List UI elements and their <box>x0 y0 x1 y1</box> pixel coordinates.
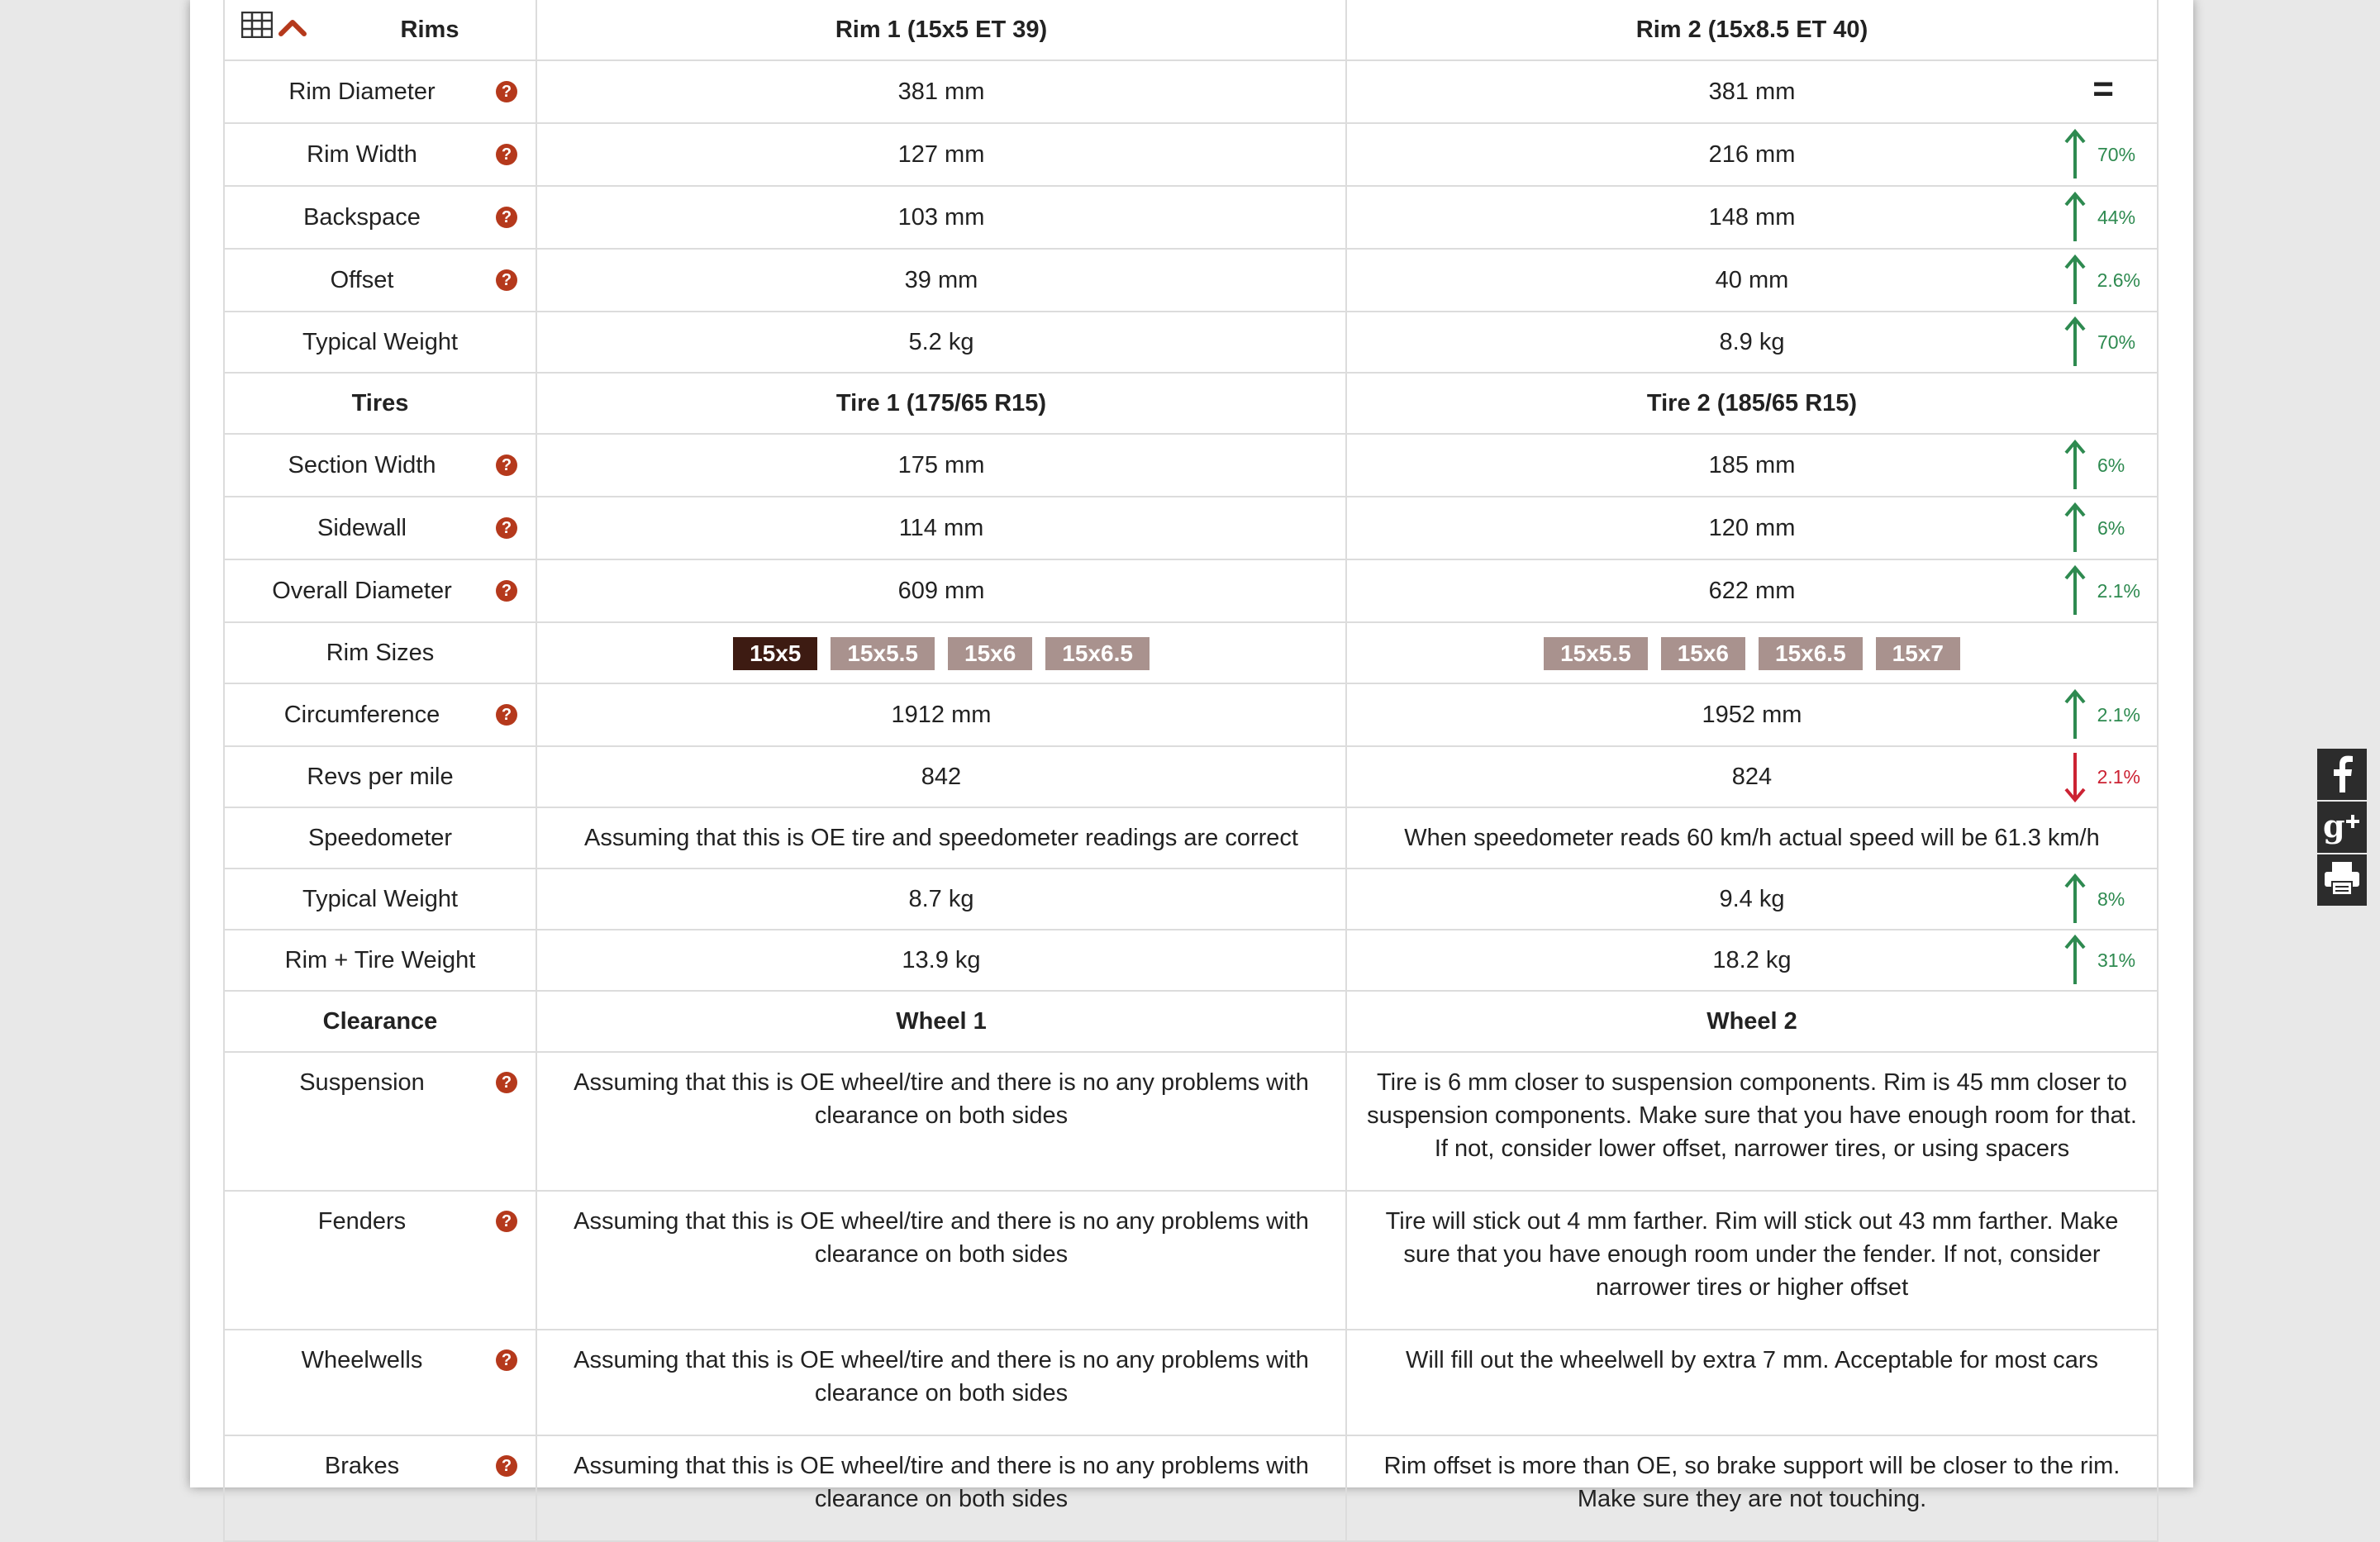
rim-sizes-row <box>224 622 2158 683</box>
row-label: Overall Diameter <box>272 578 452 604</box>
arrow-up-icon <box>2064 129 2086 180</box>
section-title-clearance: Clearance <box>224 991 536 1052</box>
comparison-indicator <box>2064 502 2140 554</box>
clearance-header-row <box>224 991 2158 1052</box>
print-button[interactable] <box>2317 854 2367 906</box>
table-row <box>224 807 2158 869</box>
arrow-up-icon <box>2064 689 2086 740</box>
rim-size-tag[interactable]: 15x6.5 <box>1759 637 1863 670</box>
row-label: Rim Width <box>307 141 417 168</box>
percent-change: 2.1% <box>2097 766 2140 788</box>
rim-size-tag[interactable]: 15x5 <box>733 637 817 670</box>
rims-header-row <box>224 0 2158 60</box>
comparison-indicator <box>2064 873 2140 926</box>
google-plus-icon <box>2321 806 2363 850</box>
percent-change: 2.1% <box>2097 580 2140 602</box>
percent-change: 70% <box>2097 331 2136 353</box>
tire-1-header: Tire 1 (175/65 R15) <box>536 373 1346 434</box>
arrow-up-icon <box>2064 316 2086 368</box>
comparison-indicator <box>2064 934 2140 987</box>
comparison-indicator <box>2064 688 2140 741</box>
table-row <box>224 249 2158 312</box>
comparison-indicator <box>2064 254 2140 307</box>
row-label: Rim Sizes <box>224 622 536 683</box>
rim-size-tag[interactable]: 15x6 <box>1661 637 1745 670</box>
table-row <box>224 434 2158 497</box>
value-2: 8.9 kg <box>1719 329 1785 355</box>
row-label: Brakes <box>324 1453 400 1479</box>
table-row <box>224 123 2158 186</box>
table-row <box>224 497 2158 559</box>
rim-size-tag[interactable]: 15x7 <box>1876 637 1960 670</box>
help-icon[interactable]: ? <box>496 1349 517 1371</box>
value-2: 9.4 kg <box>1719 886 1785 912</box>
value-1: 381 mm <box>536 60 1346 123</box>
table-row <box>224 1435 2158 1541</box>
facebook-icon <box>2325 753 2359 797</box>
percent-change: 6% <box>2097 517 2125 539</box>
value-2: Tire will stick out 4 mm farther. Rim will stick out 43 mm farther. Make sure that you have enough room under the fender. If not, consider narrower tires or higher offset <box>1346 1191 2158 1330</box>
section-title-rims: Rims <box>400 17 459 43</box>
table-row <box>224 1052 2158 1191</box>
help-icon[interactable]: ? <box>496 269 517 291</box>
help-icon[interactable]: ? <box>496 207 517 228</box>
percent-change: 6% <box>2097 455 2125 476</box>
value-2: 120 mm <box>1708 515 1796 541</box>
rim-size-tag[interactable]: 15x6 <box>948 637 1032 670</box>
rim-sizes-tire-2 <box>1346 622 2158 683</box>
arrow-up-icon <box>2064 935 2086 986</box>
value-1: Assuming that this is OE tire and speedometer readings are correct <box>536 807 1346 869</box>
print-icon <box>2323 860 2361 901</box>
tire-2-header: Tire 2 (185/65 R15) <box>1346 373 2158 434</box>
value-2: 18.2 kg <box>1712 947 1792 973</box>
help-icon[interactable]: ? <box>496 1211 517 1232</box>
value-1: 103 mm <box>536 186 1346 249</box>
value-2: 381 mm <box>1708 79 1796 105</box>
value-2: 622 mm <box>1708 578 1796 604</box>
value-1: 1912 mm <box>536 683 1346 746</box>
help-icon[interactable]: ? <box>496 144 517 165</box>
rim-2-header: Rim 2 (15x8.5 ET 40) <box>1346 0 2158 60</box>
comparison-indicator <box>2064 564 2140 617</box>
row-label: Typical Weight <box>224 312 536 373</box>
arrow-up-icon <box>2064 192 2086 243</box>
tires-header-row <box>224 373 2158 434</box>
rim-size-tag[interactable]: 15x5.5 <box>831 637 935 670</box>
value-1: Assuming that this is OE wheel/tire and there is no any problems with clearance on both sides <box>536 1191 1346 1330</box>
value-1: 5.2 kg <box>536 312 1346 373</box>
comparison-table <box>223 0 2159 1542</box>
row-label: Wheelwells <box>301 1347 423 1373</box>
value-1: 13.9 kg <box>536 930 1346 991</box>
value-1: Assuming that this is OE wheel/tire and there is no any problems with clearance on both sides <box>536 1052 1346 1191</box>
table-row <box>224 1330 2158 1435</box>
percent-change: 2.6% <box>2097 269 2140 291</box>
chevron-up-icon[interactable] <box>278 13 307 46</box>
value-2: Tire is 6 mm closer to suspension components. Rim is 45 mm closer to suspension components. Make sure that you have enough room for that. If not, consider lower offset, narrower tires, or using spacers <box>1346 1052 2158 1191</box>
value-2: 824 <box>1731 764 1773 790</box>
arrow-up-icon <box>2064 502 2086 554</box>
row-label: Fenders <box>317 1208 407 1235</box>
value-1: 39 mm <box>536 249 1346 312</box>
arrow-down-icon <box>2064 751 2086 802</box>
percent-change: 2.1% <box>2097 704 2140 726</box>
row-label: Suspension <box>299 1069 425 1096</box>
row-label: Typical Weight <box>224 869 536 930</box>
arrow-up-icon <box>2064 873 2086 925</box>
row-label: Backspace <box>303 204 421 231</box>
table-row <box>224 186 2158 249</box>
value-1: Assuming that this is OE wheel/tire and there is no any problems with clearance on both sides <box>536 1435 1346 1541</box>
value-1: 175 mm <box>536 434 1346 497</box>
value-2: 148 mm <box>1708 204 1796 231</box>
facebook-button[interactable] <box>2317 749 2367 800</box>
value-2: 216 mm <box>1708 141 1796 168</box>
comparison-indicator <box>2064 750 2140 803</box>
value-2: Will fill out the wheelwell by extra 7 mm. Acceptable for most cars <box>1346 1330 2158 1435</box>
value-1: 8.7 kg <box>536 869 1346 930</box>
table-row <box>224 683 2158 746</box>
comparison-indicator <box>2064 439 2140 492</box>
page <box>190 0 2193 1512</box>
help-icon[interactable]: ? <box>496 81 517 102</box>
value-1: 609 mm <box>536 559 1346 622</box>
value-2: Rim offset is more than OE, so brake support will be closer to the rim. Make sure they are not touching. <box>1346 1435 2158 1541</box>
row-label: Rim Diameter <box>288 79 436 105</box>
arrow-up-icon <box>2064 255 2086 306</box>
row-label: Speedometer <box>224 807 536 869</box>
table-icon[interactable] <box>241 12 273 47</box>
rim-1-header: Rim 1 (15x5 ET 39) <box>536 0 1346 60</box>
comparison-indicator <box>2064 316 2140 369</box>
row-label: Rim + Tire Weight <box>224 930 536 991</box>
value-2: When speedometer reads 60 km/h actual speed will be 61.3 km/h <box>1346 807 2158 869</box>
value-1: 114 mm <box>536 497 1346 559</box>
svg-text:g: g <box>2323 807 2345 845</box>
row-label: Circumference <box>283 702 440 728</box>
help-icon[interactable]: ? <box>496 704 517 726</box>
wheel-2-header: Wheel 2 <box>1346 991 2158 1052</box>
table-row <box>224 746 2158 807</box>
help-icon[interactable]: ? <box>496 580 517 602</box>
google-plus-button[interactable] <box>2317 802 2367 853</box>
value-1: Assuming that this is OE wheel/tire and there is no any problems with clearance on both sides <box>536 1330 1346 1435</box>
rim-sizes-tire-1 <box>536 622 1346 683</box>
percent-change: 8% <box>2097 888 2125 910</box>
table-row <box>224 312 2158 373</box>
row-label: Sidewall <box>317 515 407 541</box>
equal-icon: = <box>2092 69 2114 109</box>
value-1: 842 <box>536 746 1346 807</box>
value-2: 1952 mm <box>1702 702 1802 728</box>
rim-size-tag[interactable]: 15x5.5 <box>1544 637 1648 670</box>
row-label: Section Width <box>288 452 436 478</box>
percent-change: 44% <box>2097 207 2136 228</box>
section-title-tires: Tires <box>224 373 536 434</box>
wheel-1-header: Wheel 1 <box>536 991 1346 1052</box>
table-row <box>224 930 2158 991</box>
help-icon[interactable]: ? <box>496 517 517 539</box>
arrow-up-icon <box>2064 565 2086 616</box>
percent-change: 31% <box>2097 949 2136 971</box>
comparison-indicator <box>2064 191 2140 244</box>
help-icon[interactable]: ? <box>496 1072 517 1093</box>
comparison-indicator <box>2064 128 2140 181</box>
help-icon[interactable]: ? <box>496 1455 517 1477</box>
table-row <box>224 869 2158 930</box>
arrow-up-icon <box>2064 440 2086 491</box>
value-1: 127 mm <box>536 123 1346 186</box>
help-icon[interactable]: ? <box>496 455 517 476</box>
value-2: 40 mm <box>1715 267 1789 293</box>
percent-change: 70% <box>2097 144 2136 165</box>
row-label: Offset <box>330 267 394 293</box>
value-2: 185 mm <box>1708 452 1796 478</box>
table-row <box>224 60 2158 123</box>
table-row <box>224 1191 2158 1330</box>
table-row <box>224 559 2158 622</box>
rim-size-tag[interactable]: 15x6.5 <box>1045 637 1150 670</box>
row-label: Revs per mile <box>224 746 536 807</box>
